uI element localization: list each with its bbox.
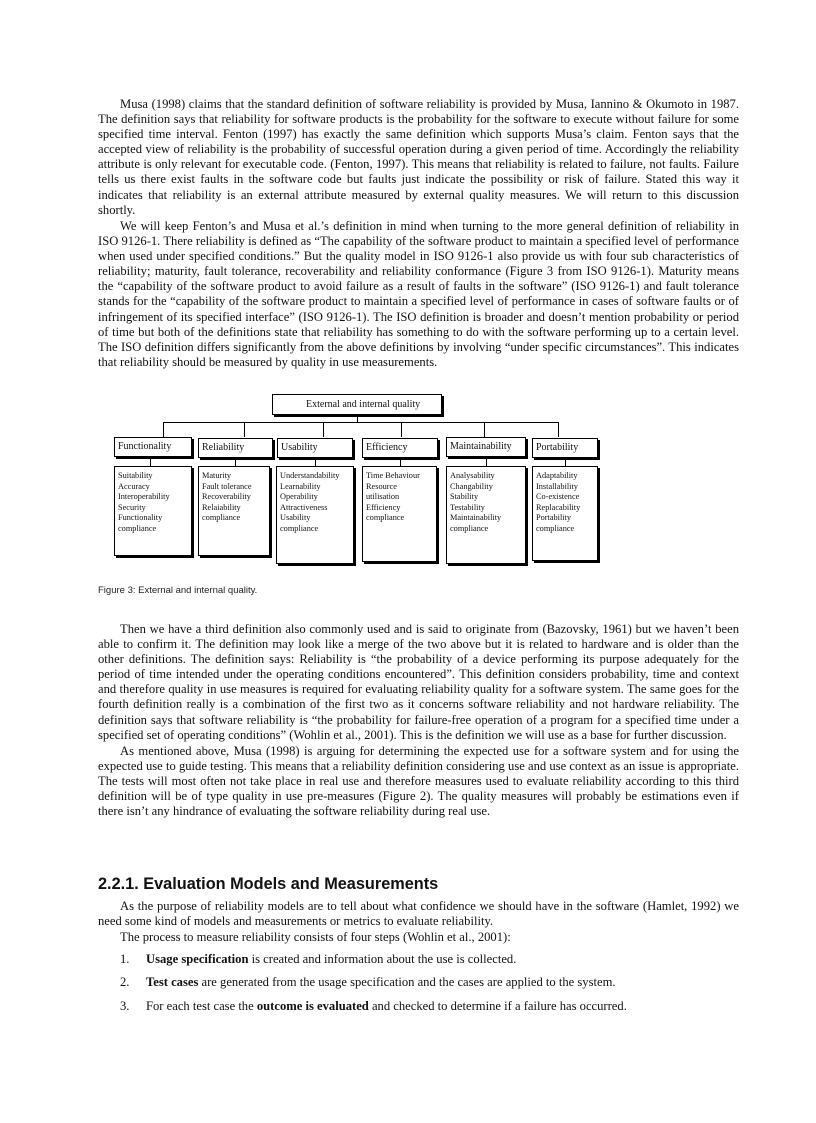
category-reliability: Reliability bbox=[198, 438, 273, 458]
paragraph-5: As the purpose of reliability models are to tell about what confidence we should have in the software (Hamlet, 1992) we need some kind of models and measurements or metrics to evaluate reliability. bbox=[98, 899, 739, 929]
paragraph-6: The process to measure reliability consists of four steps (Wohlin et al., 2001): bbox=[120, 930, 511, 944]
category-efficiency: Efficiency bbox=[362, 438, 438, 458]
subchar-efficiency: Time Behaviour Resource utilisation Efficiency compliance bbox=[362, 466, 437, 562]
paragraph-1: Musa (1998) claims that the standard definition of software reliability is provided by Musa, Iannino & Okumoto in 1987. The definition says that reliability for software products is the probability for the software to execute without failure for some specified time interval. Fenton (1997) has exactly the same definition which supports Musa’s claim. Fenton says that the accepted view of reliability is the probability of successful operation during a given period of time. Accordingly the reliability attribute is only relevant for executable code. (Fenton, 1997). This means that reliability is related to failure, not faults. Failure tells us there exist faults in the software code but faults just indicate the possibility or risk of failure. Stated this way it indicates that reliability is an external attribute measured by external quality measures. We will return to this discussion shortly. bbox=[98, 97, 739, 217]
list-item: 3. For each test case the outcome is evaluated and checked to determine if a failure has occurred. bbox=[120, 999, 627, 1013]
quality-model-diagram bbox=[110, 394, 610, 574]
category-functionality: Functionality bbox=[114, 437, 192, 457]
figure-caption: Figure 3: External and internal quality. bbox=[98, 585, 258, 596]
paragraph-4: As mentioned above, Musa (1998) is arguing for determining the expected use for a software system and for using the expected use to guide testing. This means that a reliability definition considering use and use context as an issue is appropriate. The tests will most often not take place in real use and therefore measures used to evaluate reliability according to this third definition will be of type quality in use pre-measures (Figure 2). The quality measures will probably be estimations even if there isn’t any hindrance of evaluating the software reliability during real use. bbox=[98, 744, 739, 819]
paragraph-2: We will keep Fenton’s and Musa et al.’s definition in mind when turning to the more general definition of reliability in ISO 9126-1. There reliability is defined as “The capability of the software product to maintain a specified level of performance when used under specified conditions.” But the quality model in ISO 9126-1 also provide us with four sub characteristics of reliability; maturity, fault tolerance, recoverability and reliability conformance (Figure 3 from ISO 9126-1). Maturity means the “capability of the software product to avoid failure as a result of faults in the software” (ISO 9126-1) and fault tolerance stands for the “capability of the software product to maintain a specified level of performance in cases of software faults or of infringement of its specified interface” (ISO 9126-1). The ISO definition is broader and doesn’t mention probability or period of time but both of the definitions state that reliability has something to do with the software performing up to a certain level. The ISO definition differs significantly from the above definitions by involving “under specific circumstances”. This indicates that reliability should be measured by quality in use measurements. bbox=[98, 219, 739, 369]
category-maintainability: Maintainability bbox=[446, 437, 526, 457]
list-item: 2. Test cases are generated from the usage specification and the cases are applied to the system. bbox=[120, 975, 616, 989]
subchar-maintainability: Analysability Changability Stability Testability Maintainability compliance bbox=[446, 466, 526, 564]
section-heading: 2.2.1. Evaluation Models and Measurements bbox=[98, 875, 439, 893]
diagram-root-box: External and internal quality bbox=[272, 394, 442, 415]
subchar-usability: Understandability Learnability Operability Attractiveness Usability compliance bbox=[276, 466, 354, 564]
subchar-reliability: Maturity Fault tolerance Recoverability Relaiability compliance bbox=[198, 466, 270, 556]
category-portability: Portability bbox=[532, 438, 598, 458]
subchar-functionality: Suitability Accuracy Interoperability Security Functionality compliance bbox=[114, 466, 192, 556]
paragraph-3: Then we have a third definition also commonly used and is said to originate from (Bazovsky, 1961) but we haven’t been able to confirm it. The definition may look like a merge of the two above but it is related to hardware and is older than the other definitions. The definition says: Reliability is “the probability of a device performing its purpose adequately for the period of time intended under the operating conditions encountered”. This definition considers probability, time and context and therefore quality in use measures is required for evaluating reliability quality for a software system. The same goes for the fourth definition really is a combination of the first two as it concerns software reliability and not hardware reliability. The definition says that software reliability is “the probability for failure-free operation of a program for a specified time under a specified set of operating conditions” (Wohlin et al., 2001). This is the definition we will use as a base for further discussion. bbox=[98, 622, 739, 742]
list-item: 1. Usage specification is created and information about the use is collected. bbox=[120, 952, 517, 966]
category-usability: Usability bbox=[277, 438, 353, 458]
subchar-portability: Adaptability Installability Co-existence Replacability Portability compliance bbox=[532, 466, 598, 561]
